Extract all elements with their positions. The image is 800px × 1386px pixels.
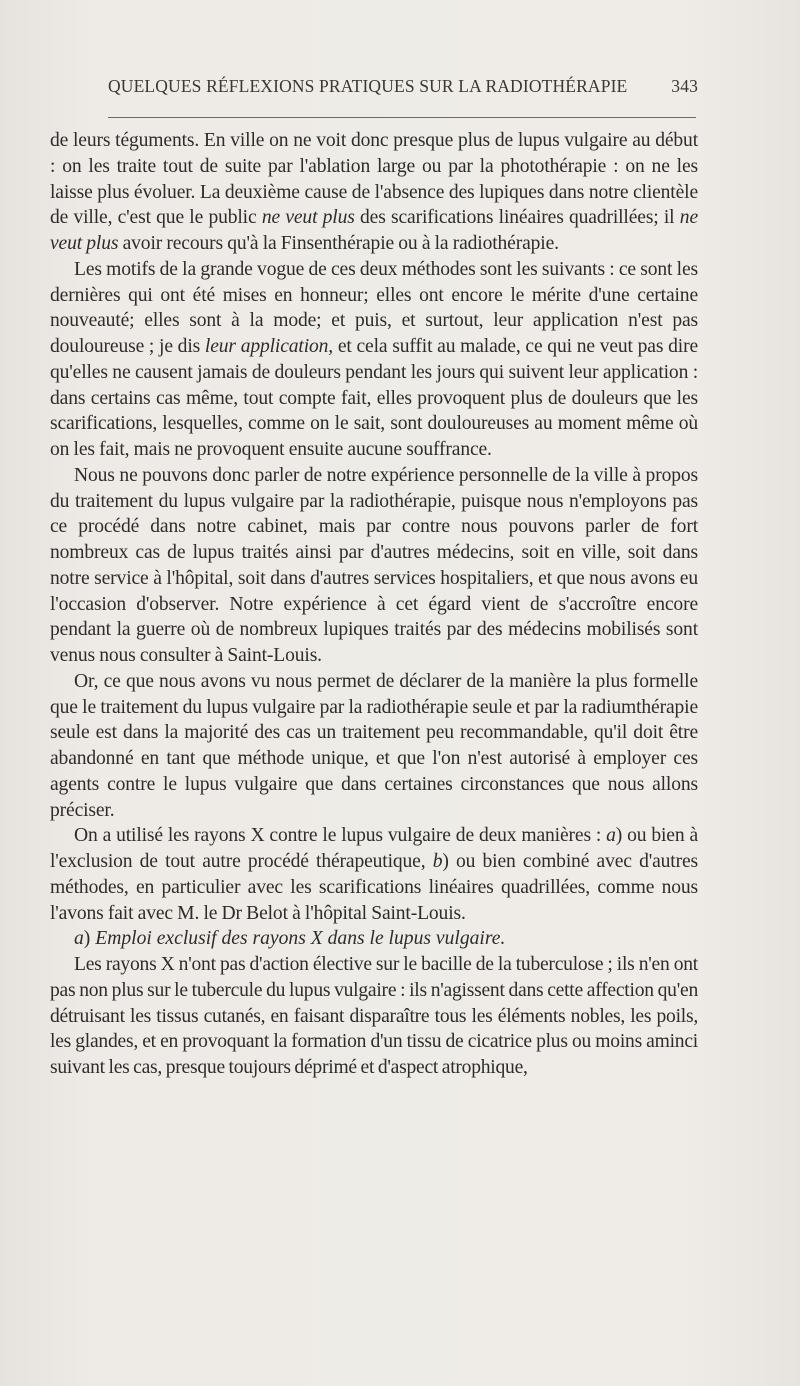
header-rule bbox=[108, 117, 696, 118]
emphasis: a bbox=[74, 928, 84, 950]
text-run: On a utilisé les rayons X contre le lupus vulgaire de deux manières : bbox=[74, 825, 607, 847]
emphasis: b bbox=[432, 851, 443, 872]
text-run: des scarifications linéaires quadrillées; il bbox=[354, 207, 680, 229]
text-run: de leurs téguments. En ville on ne voit donc presque plus de lupus vulgaire au début : on les traite tout de suite par l'ablation large ou par la photothérapie : on ne les laisse plus évoluer. La deuxième cause de l'absence des lupiques dans notre clientèle de ville, c'est que le public bbox=[50, 130, 698, 229]
section-heading bbox=[50, 926, 698, 952]
section-heading-text: Emploi exclusif des rayons X dans le lupus vulgaire. bbox=[95, 928, 506, 950]
emphasis: ne veut plus bbox=[50, 207, 698, 254]
text-run: avoir recours qu'à la Finsenthérapie ou à la radiothérapie. bbox=[118, 233, 559, 254]
paragraph-2 bbox=[50, 257, 698, 463]
running-title: QUELQUES RÉFLEXIONS PRATIQUES SUR LA RADIOTHÉRAPIE bbox=[108, 76, 628, 96]
page-number: 343 bbox=[671, 76, 698, 96]
text-run: ) ou bien combiné avec d'autres méthodes, en particulier avec les scarifications linéaires quadrillées, comme nous l'avons fait avec M. le Dr Belot à l'hôpital Saint-Louis. bbox=[50, 851, 698, 924]
paragraph-5 bbox=[50, 823, 698, 926]
text-run: ) bbox=[83, 928, 96, 950]
paragraph-7: Les rayons X n'ont pas d'action élective sur le bacille de la tuberculose ; ils n'en ont pas non plus sur le tubercule du lupus vulgaire : ils n'agissent dans cette affection qu'en détruisant les tissus cutanés, en faisant disparaître tous les éléments nobles, les poils, les glandes, et en provoquant la formation d'un tissu de cicatrice plus ou moins aminci suivant les cas, presque toujours déprimé et d'aspect atrophique, bbox=[50, 954, 698, 1078]
text-run: ) ou bien à l'exclusion de tout autre procédé thérapeutique, bbox=[50, 825, 698, 872]
body-text bbox=[50, 128, 698, 1081]
paragraph-4: Or, ce que nous avons vu nous permet de déclarer de la manière la plus formelle que le traitement du lupus vulgaire par la radiothérapie seule et par la radiumthérapie seule est dans la majorité des cas un traitement peu recommandable, qu'il doit être abandonné en tant que méthode unique, et que l'on n'est autorisé à employer ces agents contre le lupus vulgaire que dans certaines circonstances que nous allons préciser. bbox=[50, 670, 698, 821]
emphasis: leur application, bbox=[204, 336, 334, 357]
text-run: Les motifs de la grande vogue de ces deux méthodes sont les suivants : ce sont les dernières qui ont été mises en honneur; elles ont encore le mérite d'une certaine nouveauté; elles sont à la mode; et puis, et surtout, leur application n'est pas douloureuse ; je dis bbox=[50, 258, 698, 357]
emphasis: a bbox=[606, 825, 616, 847]
running-header bbox=[108, 76, 698, 102]
text-run: et cela suffit au malade, ce qui ne veut pas dire qu'elles ne causent jamais de douleurs pendant les jours qui suivent leur application : dans certains cas même, tout compte fait, elles provoquent plus de douleurs que les scarifications, lesquelles, comme on le sait, sont douloureuses au moment même où on les fait, mais ne provoquent ensuite aucune souffrance. bbox=[50, 336, 698, 460]
paragraph-1 bbox=[50, 128, 698, 257]
emphasis: ne veut plus bbox=[261, 207, 355, 229]
paragraph-3: Nous ne pouvons donc parler de notre expérience personnelle de la ville à propos du traitement du lupus vulgaire par la radiothérapie, puisque nous n'employons pas ce procédé dans notre cabinet, mais par contre nous pouvons parler de fort nombreux cas de lupus traités ainsi par d'autres médecins, soit en ville, soit dans notre service à l'hôpital, soit dans d'autres services hospitaliers, et que nous avons eu l'occasion d'observer. Notre expérience à cet égard vient de s'accroître encore pendant la guerre où de nombreux lupiques traités par des médecins mobilisés sont venus nous consulter à Saint-Louis. bbox=[50, 464, 698, 666]
